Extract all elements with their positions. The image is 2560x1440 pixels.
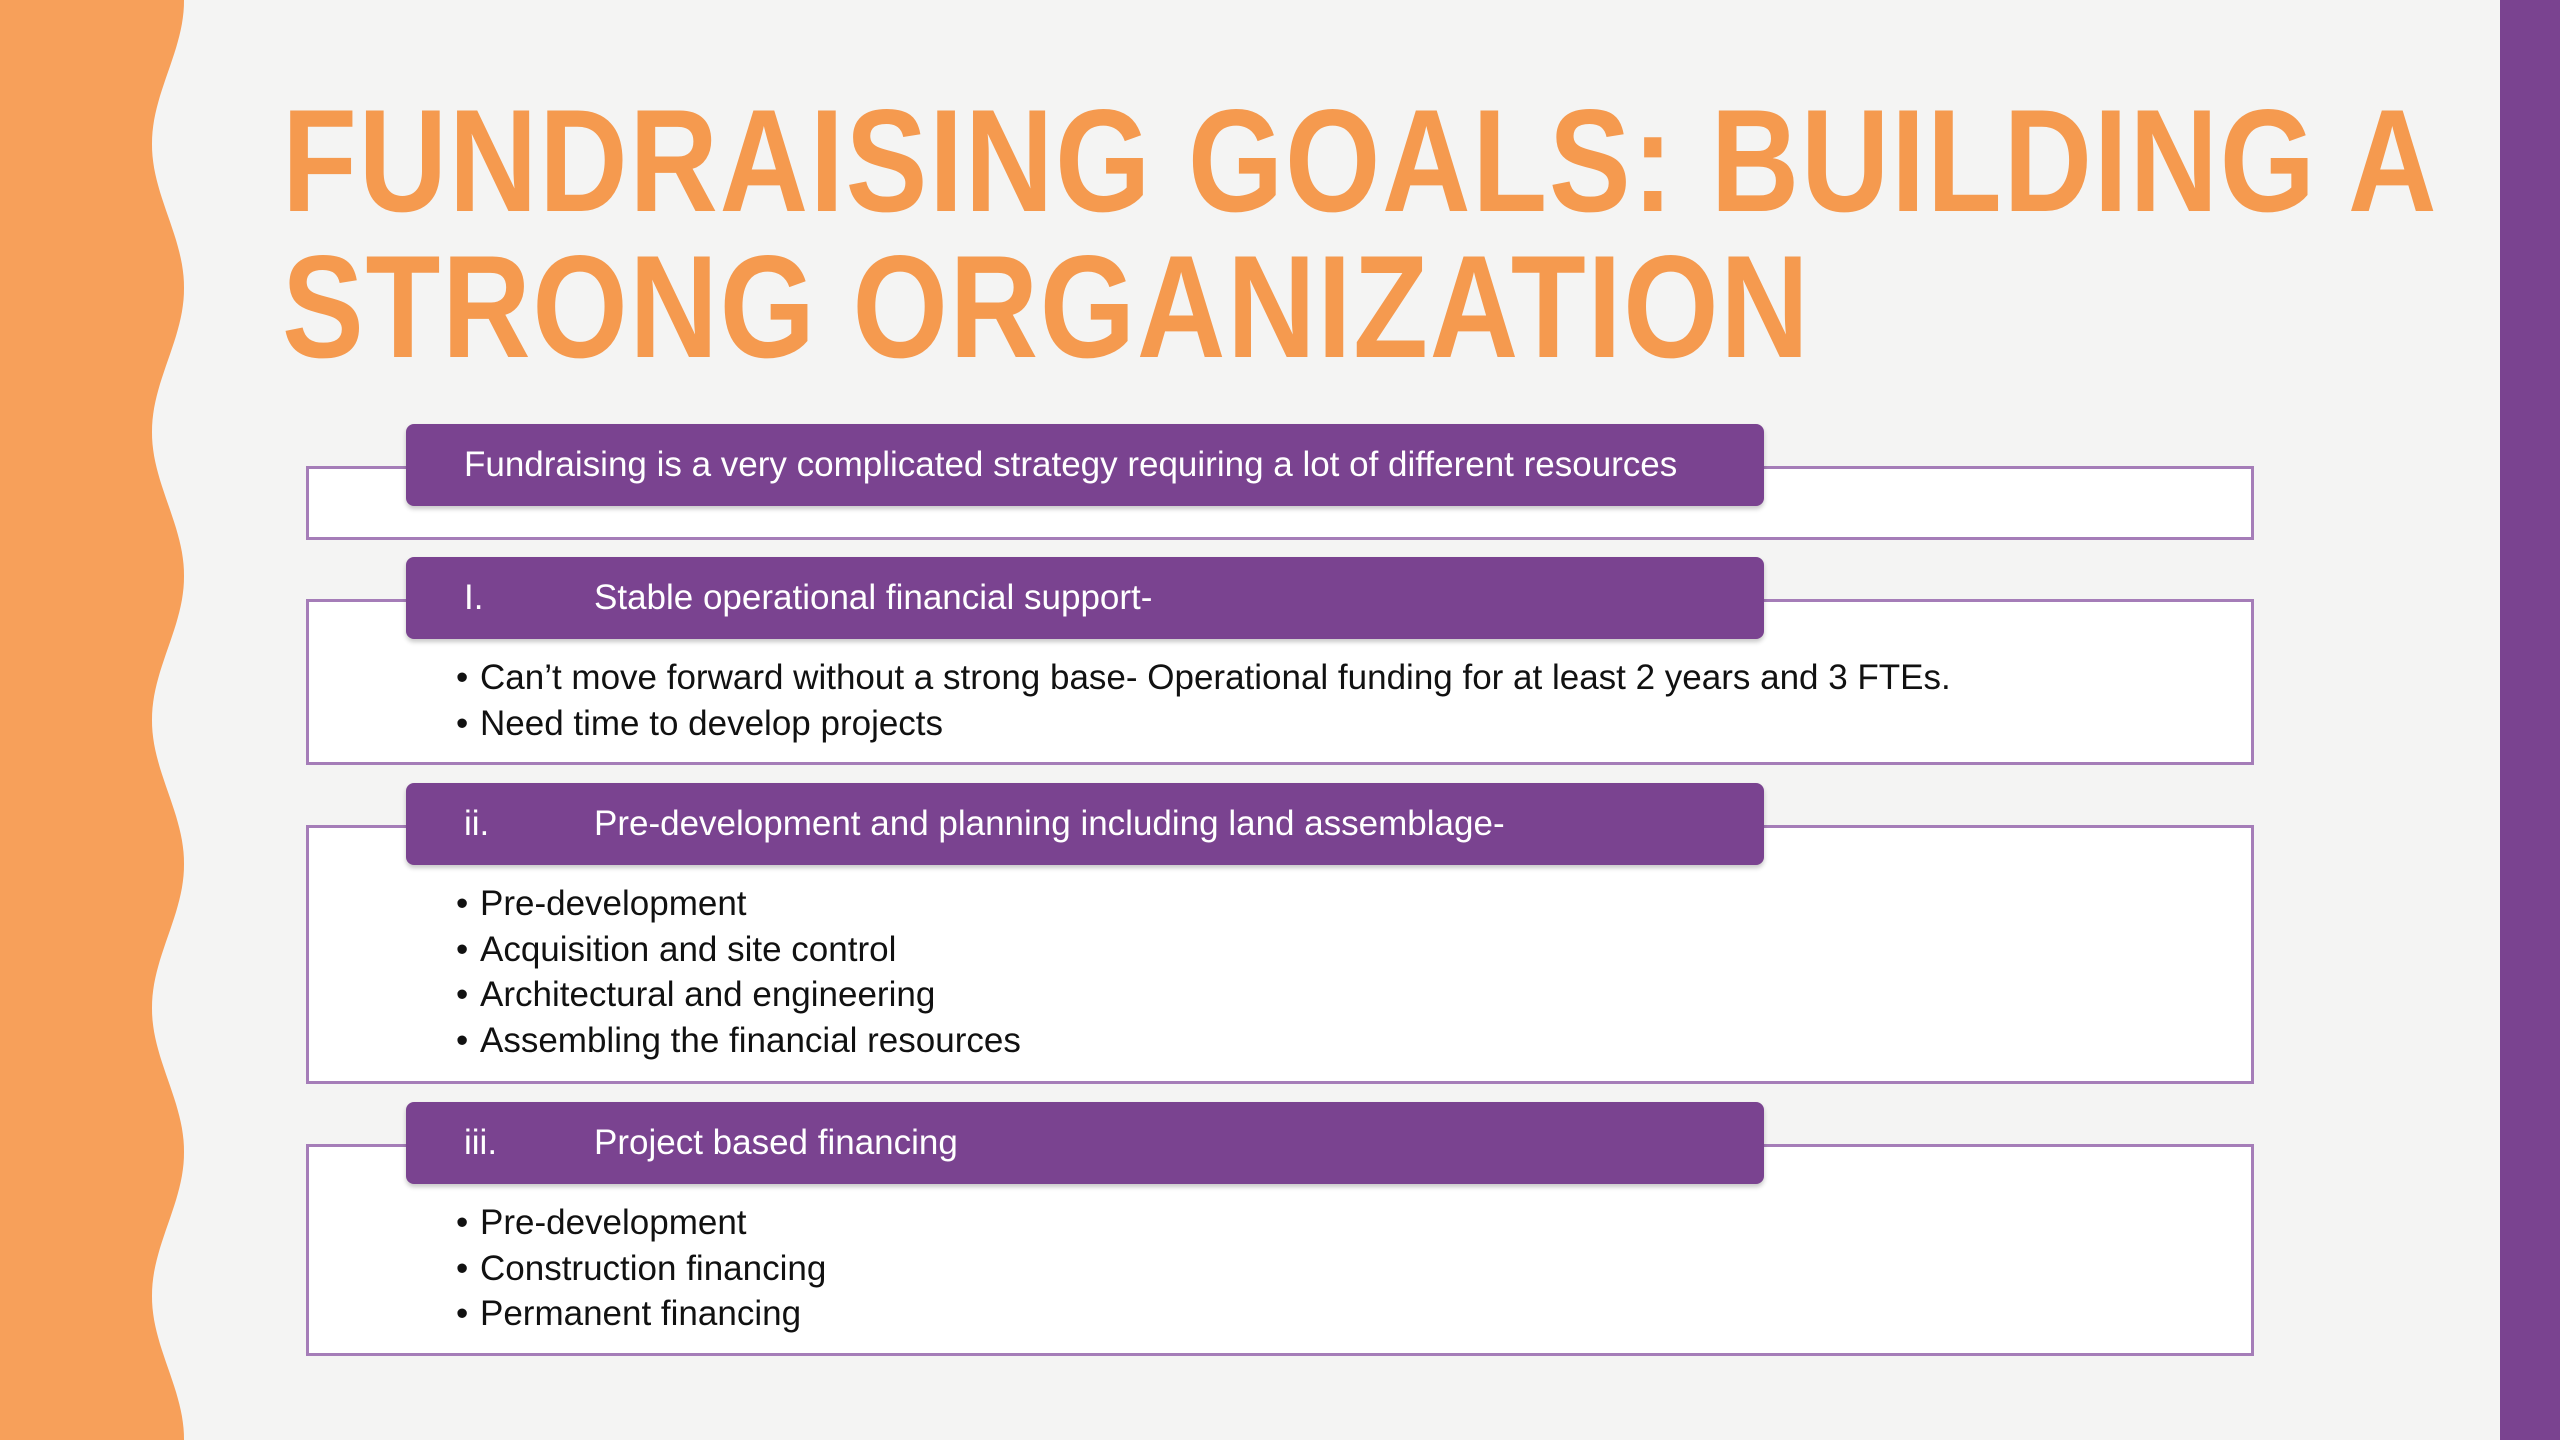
title-line-2: STRONG ORGANIZATION xyxy=(282,225,1811,388)
section-2-header xyxy=(406,783,1764,865)
bullet-item: • Acquisition and site control xyxy=(456,927,1021,973)
section-2-heading: Pre-development and planning including land assemblage- xyxy=(594,804,1505,843)
orange-wave-decoration xyxy=(0,0,200,1440)
bullet-item: • Pre-development xyxy=(456,881,1021,927)
bullet-item: • Construction financing xyxy=(456,1246,826,1292)
section-1-heading: Stable operational financial support- xyxy=(594,578,1153,617)
purple-side-bar xyxy=(2500,0,2560,1440)
bullet-item: • Can’t move forward without a strong base- Operational funding for at least 2 years and 3 FTEs. xyxy=(456,655,1951,701)
bullet-item: • Need time to develop projects xyxy=(456,701,1951,747)
bullet-item: • Pre-development xyxy=(456,1200,826,1246)
slide-title xyxy=(282,79,2439,388)
section-2 xyxy=(306,783,2254,1084)
title-line-1: FUNDRAISING GOALS: BUILDING A xyxy=(282,79,2439,242)
intro-text: Fundraising is a very complicated strategy requiring a lot of different resources xyxy=(464,445,1678,484)
section-1-number: I. xyxy=(464,578,484,617)
bullet-item: • Architectural and engineering xyxy=(456,972,1021,1018)
section-3-heading: Project based financing xyxy=(594,1123,958,1162)
bullet-item: • Permanent financing xyxy=(456,1291,826,1337)
section-1-header xyxy=(406,557,1764,639)
section-3-number: iii. xyxy=(464,1123,498,1162)
section-1-bullets xyxy=(456,655,1951,746)
wave-shape xyxy=(0,0,184,1440)
intro-header xyxy=(406,424,1764,506)
section-3 xyxy=(306,1102,2254,1356)
section-1 xyxy=(306,557,2254,765)
bullet-item: • Assembling the financial resources xyxy=(456,1018,1021,1064)
section-2-bullets xyxy=(456,881,1021,1063)
section-3-header xyxy=(406,1102,1764,1184)
section-3-bullets xyxy=(456,1200,826,1337)
section-2-number: ii. xyxy=(464,804,490,843)
intro-block xyxy=(306,424,2254,540)
